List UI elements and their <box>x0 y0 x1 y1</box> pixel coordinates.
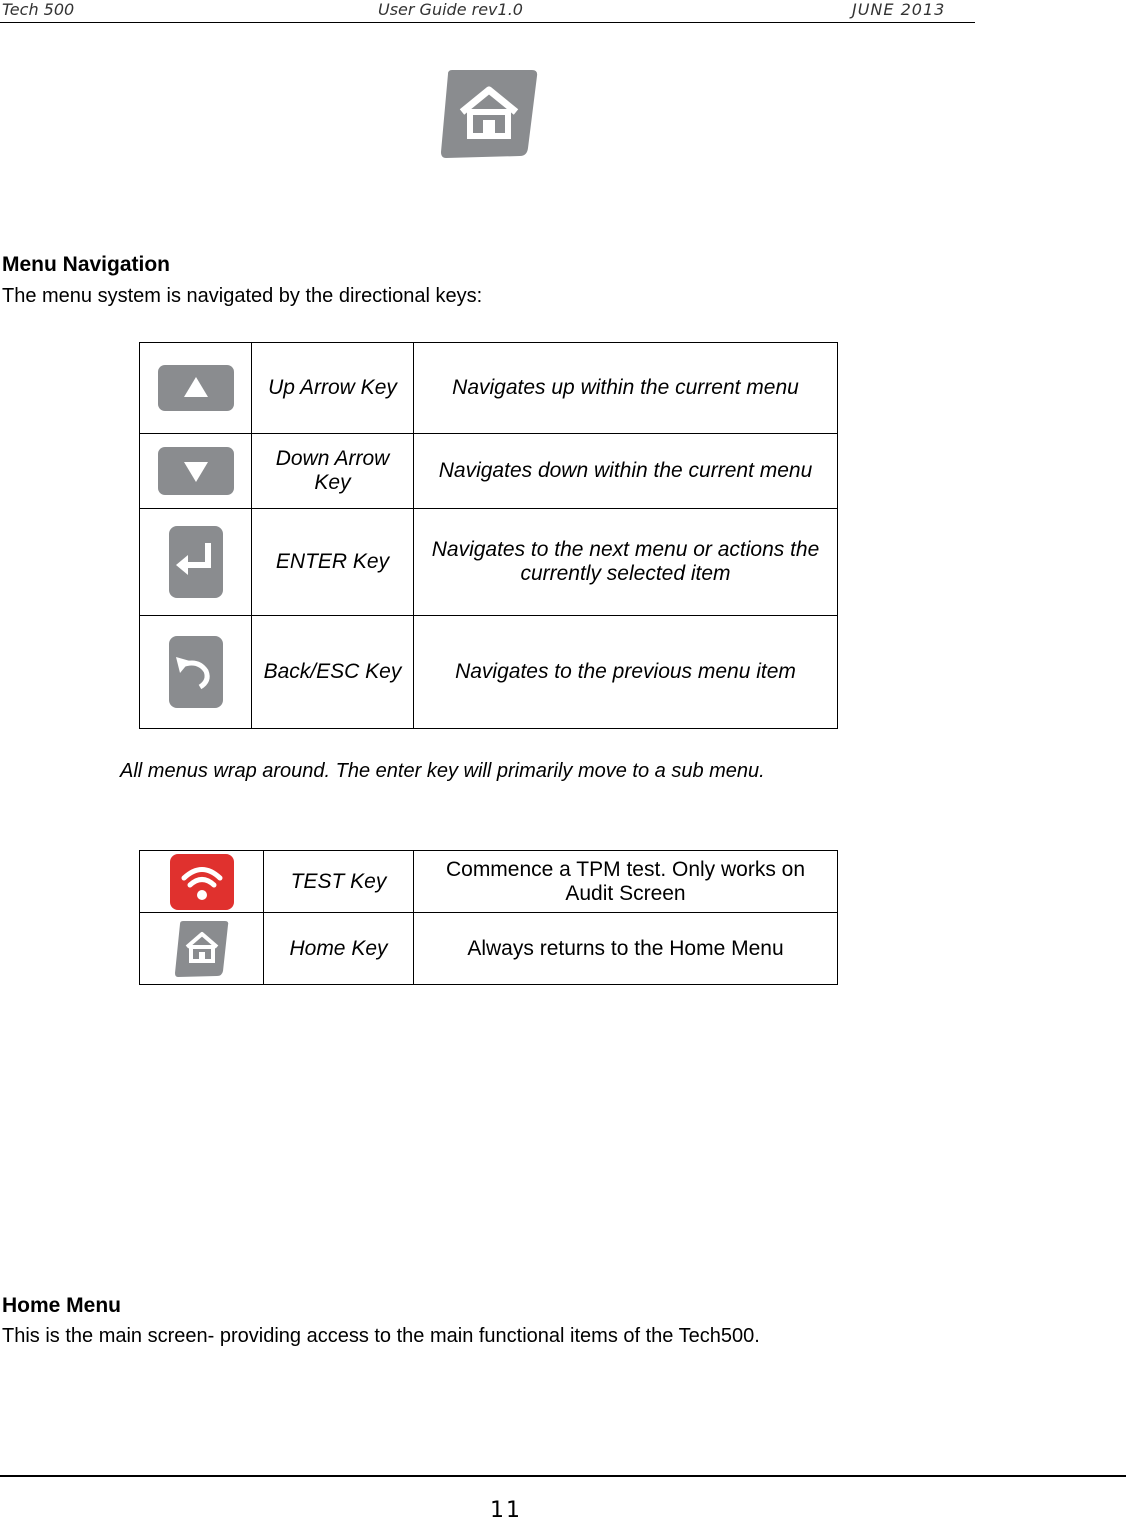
menu-navigation-intro: The menu system is navigated by the directional keys: <box>2 285 483 307</box>
key-name: Up Arrow Key <box>252 343 414 434</box>
table-row <box>140 616 838 729</box>
header-guide-title: User Guide rev1.0 <box>378 0 523 19</box>
page-header <box>0 0 975 23</box>
table-row <box>140 509 838 616</box>
up-arrow-key-icon <box>157 364 235 412</box>
table-row <box>140 434 838 509</box>
down-arrow-key-icon <box>157 446 235 496</box>
test-key-icon <box>169 853 235 911</box>
icon-cell <box>140 509 252 616</box>
header-product: Tech 500 <box>2 0 75 19</box>
menu-navigation-title: Menu Navigation <box>2 253 171 276</box>
key-name: Down Arrow Key <box>252 434 414 509</box>
key-description: Navigates to the next menu or actions the currently selected item <box>414 509 838 616</box>
icon-cell <box>140 851 264 913</box>
footer-divider <box>0 1475 1126 1477</box>
key-description: Commence a TPM test. Only works on Audit Screen <box>414 851 838 913</box>
table-row <box>140 913 838 985</box>
key-description: Navigates to the previous menu item <box>414 616 838 729</box>
key-description: Always returns to the Home Menu <box>414 913 838 985</box>
special-keys-table <box>139 850 838 985</box>
icon-cell <box>140 434 252 509</box>
header-date: JUNE 2013 <box>852 0 946 19</box>
key-description: Navigates down within the current menu <box>414 434 838 509</box>
page-number: 11 <box>490 1498 522 1523</box>
navigation-keys-table <box>139 342 838 729</box>
table-row <box>140 851 838 913</box>
home-menu-text: This is the main screen- providing access to the main functional items of the Tech500. <box>2 1325 760 1347</box>
back-esc-key-icon <box>168 635 224 709</box>
icon-cell <box>140 343 252 434</box>
key-name: ENTER Key <box>252 509 414 616</box>
key-name: Home Key <box>264 913 414 985</box>
home-menu-title: Home Menu <box>2 1294 122 1317</box>
enter-key-icon <box>168 525 224 599</box>
icon-cell <box>140 913 264 985</box>
key-name: Back/ESC Key <box>252 616 414 729</box>
key-name: TEST Key <box>264 851 414 913</box>
home-key-icon <box>438 68 540 162</box>
wrap-around-note: All menus wrap around. The enter key will primarily move to a sub menu. <box>120 760 765 782</box>
home-key-icon <box>174 919 230 979</box>
key-description: Navigates up within the current menu <box>414 343 838 434</box>
table-row <box>140 343 838 434</box>
icon-cell <box>140 616 252 729</box>
